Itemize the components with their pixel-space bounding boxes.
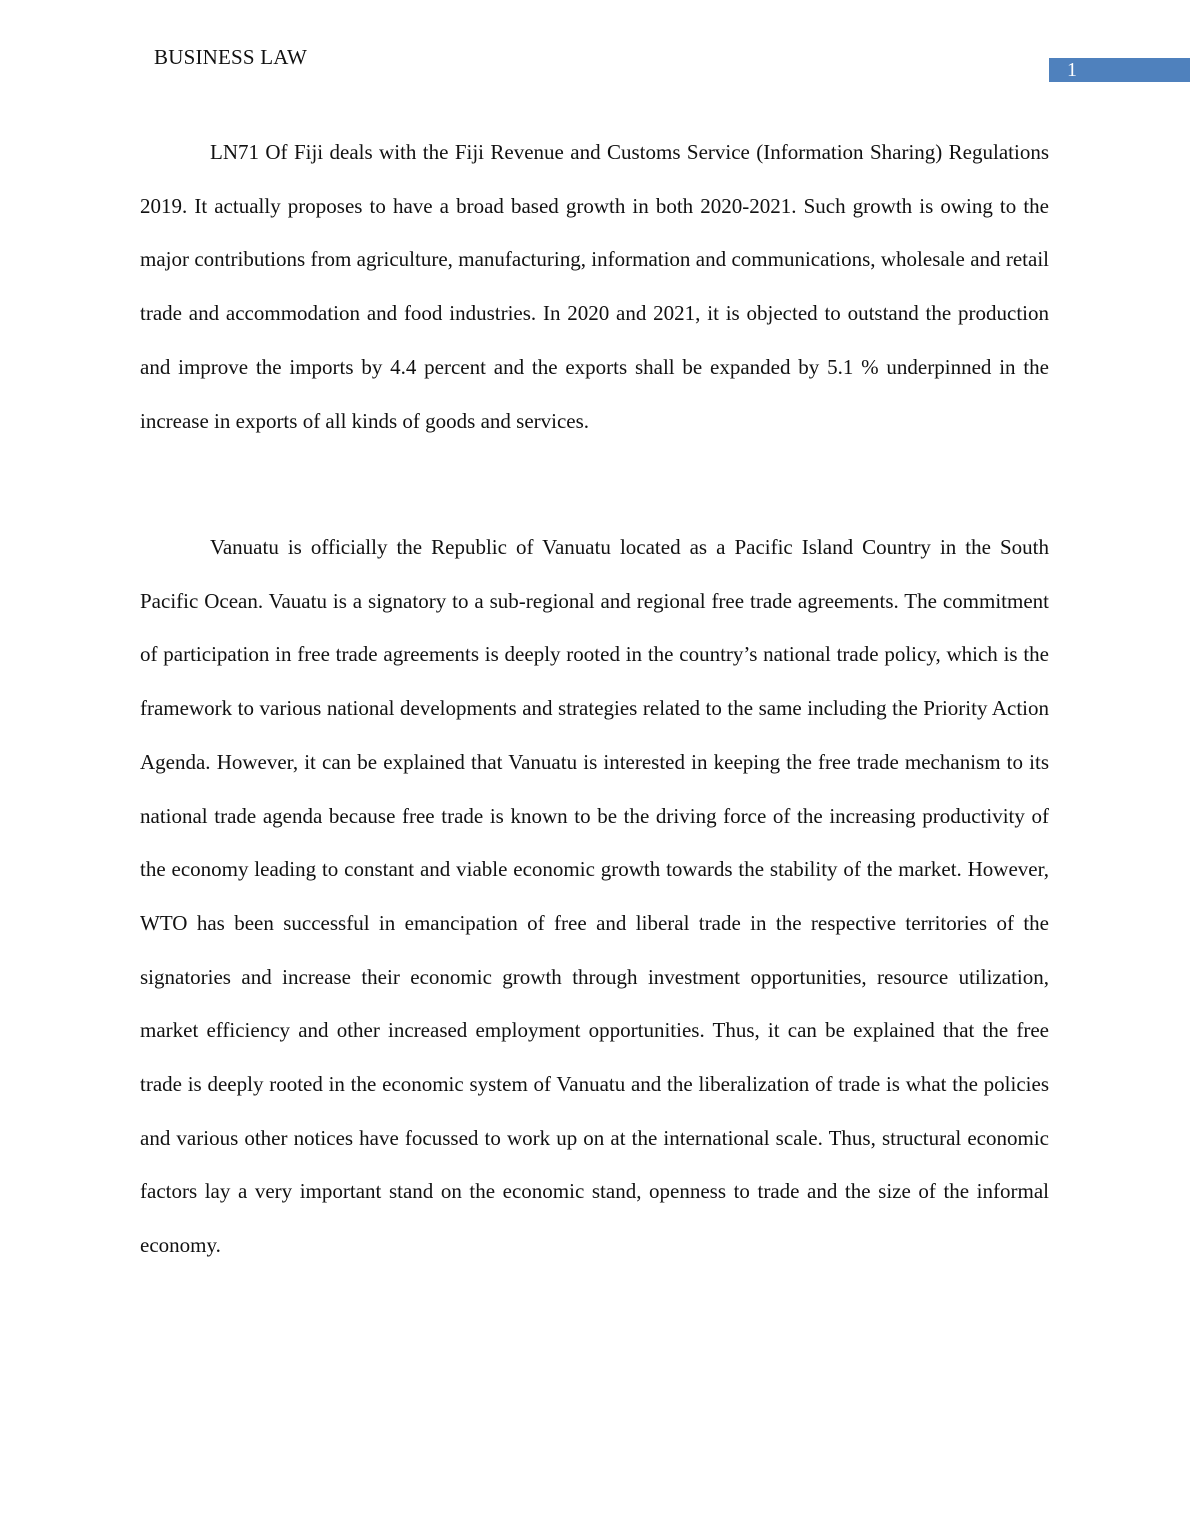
running-header-title: BUSINESS LAW [154,45,307,69]
body-paragraph: LN71 Of Fiji deals with the Fiji Revenue and Customs Service (Information Sharing) Regulations 2019. It actually proposes to have a broad based growth in both 2020-2021. Such growth is owing to the major contributions from agriculture, manufacturing, information and communications, wholesale and retail trade and accommodation and food industries. In 2020 and 2021, it is objected to outstand the production and improve the imports by 4.4 percent and the exports shall be expanded by 5.1 % underpinned in the increase in exports of all kinds of goods and services. [140,140,1049,433]
page-number: 1 [1067,59,1077,81]
body-paragraph: Vanuatu is officially the Republic of Vanuatu located as a Pacific Island Country in the South Pacific Ocean. Vauatu is a signatory to a sub-regional and regional free trade agreements. The commitment of participation in free trade agreements is deeply rooted in the country’s national trade policy, which is the framework to various national developments and strategies related to the same including the Priority Action Agenda. However, it can be explained that Vanuatu is interested in keeping the free trade mechanism to its national trade agenda because free trade is known to be the driving force of the increasing productivity of the economy leading to constant and viable economic growth towards the stability of the market. However, WTO has been successful in emancipation of free and liberal trade in the respective territories of the signatories and increase their economic growth through investment opportunities, resource utilization, market efficiency and other increased employment opportunities. Thus, it can be explained that the free trade is deeply rooted in the economic system of Vanuatu and the liberalization of trade is what the policies and various other notices have focussed to work up on at the international scale. Thus, structural economic factors lay a very important stand on the economic stand, openness to trade and the size of the informal economy. [140,535,1049,1258]
page-number-badge [1049,58,1190,82]
